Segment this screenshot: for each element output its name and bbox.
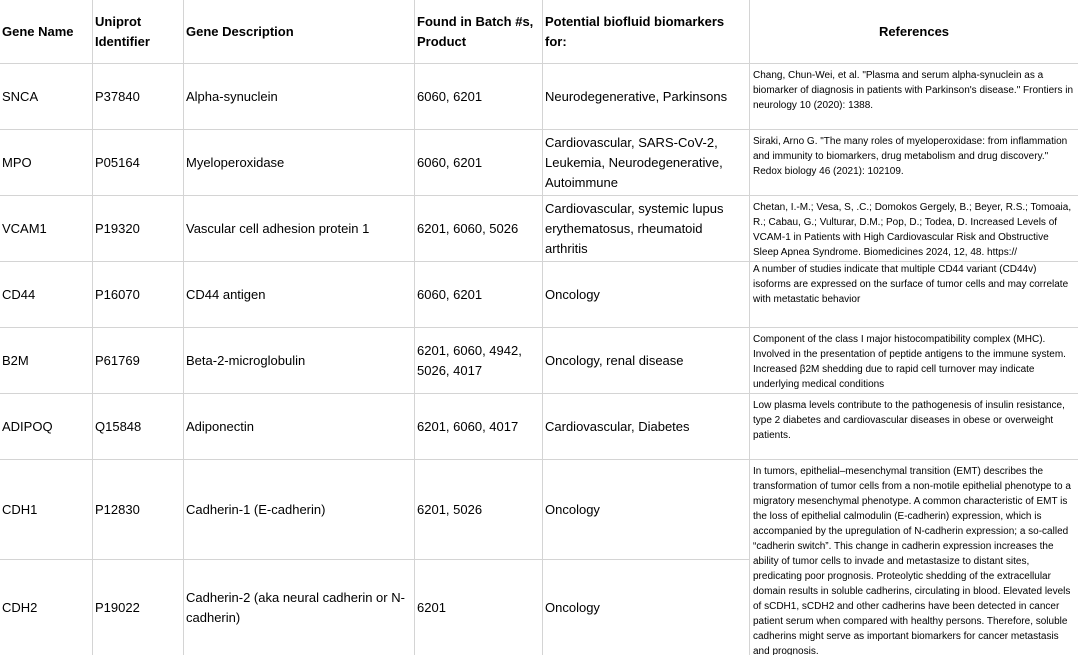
cell-description[interactable]: Adiponectin — [186, 418, 254, 434]
cell-gene[interactable]: ADIPOQ — [2, 418, 53, 434]
cell-uniprot[interactable]: Q15848 — [95, 418, 142, 434]
header-references: References — [878, 23, 950, 39]
cell-biomarkers[interactable]: Neurodegenerative, Parkinsons — [545, 88, 728, 104]
header-gene-name: Gene Name — [2, 23, 74, 39]
cell-gene[interactable]: B2M — [2, 352, 29, 368]
cell-description[interactable]: Beta-2-microglobulin — [186, 352, 306, 368]
cell-description[interactable]: Myeloperoxidase — [186, 154, 285, 170]
cell-biomarkers[interactable]: Cardiovascular, Diabetes — [545, 418, 690, 434]
cell-reference[interactable]: Low plasma levels contribute to the pathogenesis of insulin resistance, type 2 diabetes and cardiovascular diseases in obese or overweight patients. — [753, 400, 1065, 441]
cell-uniprot[interactable]: P61769 — [95, 352, 140, 368]
cell-description[interactable]: CD44 antigen — [186, 286, 266, 302]
cell-reference[interactable]: Chang, Chun-Wei, et al. "Plasma and serum alpha-synuclein as a biomarker of diagnosis in patients with Parkinson's disease." Frontiers in neurology 10 (2020): 1388. — [753, 70, 1074, 111]
cell-biomarkers[interactable]: Oncology — [545, 286, 600, 302]
cell-uniprot[interactable]: P19022 — [95, 599, 140, 615]
cell-gene[interactable]: MPO — [2, 154, 32, 170]
cell-biomarkers[interactable]: Oncology, renal disease — [545, 352, 684, 368]
cell-gene[interactable]: CD44 — [2, 286, 36, 302]
cell-description[interactable]: Alpha-synuclein — [186, 88, 278, 104]
cell-batch[interactable]: 6060, 6201 — [417, 154, 483, 170]
cell-batch[interactable]: 6201 — [417, 599, 446, 615]
cell-uniprot[interactable]: P37840 — [95, 88, 140, 104]
cell-description[interactable]: Cadherin-1 (E-cadherin) — [186, 501, 326, 517]
cell-description[interactable]: Cadherin-2 (aka neural cadherin or N-cadherin) — [186, 589, 405, 625]
cell-gene[interactable]: CDH2 — [2, 599, 38, 615]
cell-uniprot[interactable]: P12830 — [95, 501, 140, 517]
cell-batch[interactable]: 6201, 5026 — [417, 501, 483, 517]
cell-batch[interactable]: 6201, 6060, 4017 — [417, 418, 519, 434]
cell-biomarkers[interactable]: Cardiovascular, systemic lupus erythematosus, rheumatoid arthritis — [545, 200, 724, 256]
header-biomarkers: Potential biofluid biomarkers for: — [545, 13, 725, 49]
cell-reference[interactable]: Siraki, Arno G. "The many roles of myeloperoxidase: from inflammation and immunity to biomarkers, drug metabolism and drug discovery." Redox biology 46 (2021): 102109. — [753, 136, 1068, 177]
header-batch: Found in Batch #s, Product — [417, 13, 534, 49]
cell-gene[interactable]: VCAM1 — [2, 220, 47, 236]
cell-reference-merged[interactable]: In tumors, epithelial–mesenchymal transition (EMT) describes the transformation of tumor cells from a non-motile epithelial phenotype to a migratory mesenchymal phenotype. A common characteristic of EMT is the loss of epithelial calmodulin (E-cadherin) expression, which is accompanied by the upregulation of N-cadherin expression; a so-called “cadherin switch”. This change in cadherin expression increases the ability of tumor cells to invade and metastasize to distant sites, predicating poor prognosis. Proteolytic shedding of the extracellular domain results in soluble cadherins, circulating in blood. Elevated levels of sCDH1, sCDH2 and other cadherins have been detected in cancer patient serum when compared with healthy persons. Therefore, soluble cadherins might serve as important biomarkers for cancer metastasis and prognosis. — [753, 466, 1071, 655]
cell-reference[interactable]: A number of studies indicate that multiple CD44 variant (CD44v) isoforms are expressed on the surface of tumor cells and may correlate with metastatic behavior — [753, 264, 1069, 305]
cell-uniprot[interactable]: P16070 — [95, 286, 140, 302]
cell-batch[interactable]: 6060, 6201 — [417, 88, 483, 104]
cell-batch[interactable]: 6201, 6060, 4942, 5026, 4017 — [417, 342, 522, 378]
header-uniprot: Uniprot Identifier — [95, 13, 150, 49]
cell-description[interactable]: Vascular cell adhesion protein 1 — [186, 220, 370, 236]
cell-batch[interactable]: 6201, 6060, 5026 — [417, 220, 519, 236]
cell-uniprot[interactable]: P19320 — [95, 220, 140, 236]
cell-gene[interactable]: SNCA — [2, 88, 39, 104]
cell-reference[interactable]: Chetan, I.-M.; Vesa, S, .C.; Domokos Gergely, B.; Beyer, R.S.; Tomoaia, R.; Cabau, G.; Vulturar, D.M.; Pop, D.; Todea, D. Increased Levels of VCAM-1 in Patients with High Cardiovascular Risk and Obstructive Sleep Apnea Syndrome. Biomedicines 2024, 12, 48. https:// — [753, 202, 1072, 258]
cell-batch[interactable]: 6060, 6201 — [417, 286, 483, 302]
cell-biomarkers[interactable]: Cardiovascular, SARS-CoV-2, Leukemia, Neurodegenerative, Autoimmune — [545, 134, 723, 190]
cell-gene[interactable]: CDH1 — [2, 501, 38, 517]
header-description: Gene Description — [186, 23, 294, 39]
cell-biomarkers[interactable]: Oncology — [545, 501, 600, 517]
cell-reference[interactable]: Component of the class I major histocompatibility complex (MHC). Involved in the presentation of peptide antigens to the immune system. Increased β2M shedding due to rapid cell turnover may indicate underlying medical conditions — [753, 334, 1066, 390]
cell-biomarkers[interactable]: Oncology — [545, 599, 600, 615]
cell-uniprot[interactable]: P05164 — [95, 154, 140, 170]
